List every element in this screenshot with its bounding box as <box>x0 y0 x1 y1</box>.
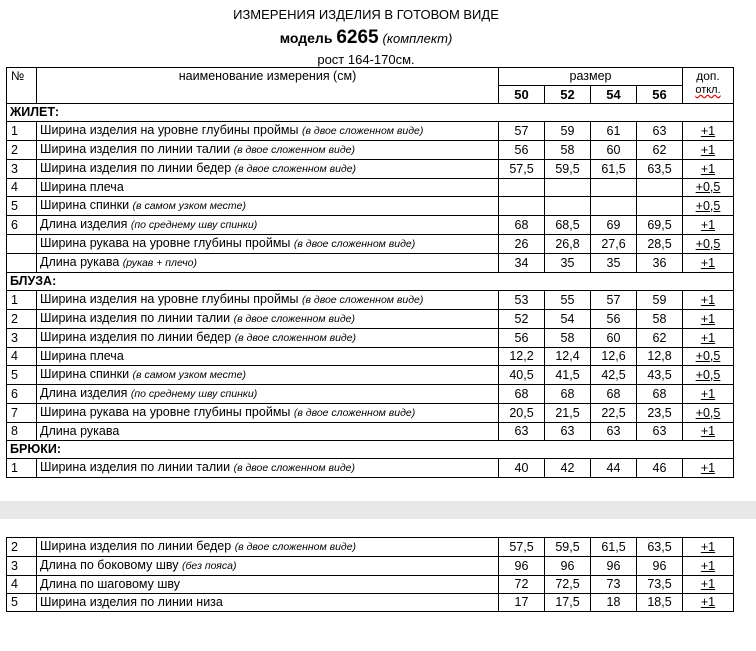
measurement-name <box>37 423 499 441</box>
tolerance-value: +1 <box>683 254 734 273</box>
table-row <box>7 160 734 179</box>
table-row <box>7 594 734 612</box>
measurement-note: (в двое сложенном виде) <box>234 163 357 175</box>
row-number: 5 <box>7 594 37 612</box>
value-size-50: 72 <box>499 576 545 594</box>
value-size-52: 59,5 <box>545 160 591 179</box>
measurement-label: Ширина изделия на уровне глубины проймы <box>40 123 299 137</box>
value-size-52: 42 <box>545 459 591 478</box>
value-size-52: 72,5 <box>545 576 591 594</box>
section-header-row <box>7 441 734 459</box>
measurement-label: Длина рукава <box>40 255 120 269</box>
row-number: 1 <box>7 459 37 478</box>
measurement-note: (в двое сложенном виде) <box>293 407 416 419</box>
column-header-name: наименование измерения (см) <box>37 68 499 104</box>
measurement-label: Ширина рукава на уровне глубины проймы <box>40 236 291 250</box>
measurement-label: Длина рукава <box>40 424 120 438</box>
tolerance-value: +1 <box>683 557 734 576</box>
measurement-label: Ширина рукава на уровне глубины проймы <box>40 405 291 419</box>
measurement-name <box>37 594 499 612</box>
value-size-56: 23,5 <box>637 404 683 423</box>
row-number: 2 <box>7 538 37 557</box>
value-size-56: 28,5 <box>637 235 683 254</box>
measurement-label: Ширина плеча <box>40 349 124 363</box>
value-size-54: 63 <box>591 423 637 441</box>
value-size-52: 58 <box>545 329 591 348</box>
row-number <box>7 254 37 273</box>
value-size-50: 34 <box>499 254 545 273</box>
row-number: 3 <box>7 557 37 576</box>
value-size-56: 18,5 <box>637 594 683 612</box>
value-size-56: 62 <box>637 141 683 160</box>
value-size-52: 96 <box>545 557 591 576</box>
value-size-52: 12,4 <box>545 348 591 366</box>
measurement-note: (в двое сложенном виде) <box>233 313 355 325</box>
value-size-54: 56 <box>591 310 637 329</box>
value-size-52: 68 <box>545 385 591 404</box>
tolerance-value: +0,5 <box>683 366 734 385</box>
value-size-54: 27,6 <box>591 235 637 254</box>
value-size-56: 58 <box>637 310 683 329</box>
measurement-name <box>37 160 499 179</box>
measurement-name <box>37 216 499 235</box>
row-number: 3 <box>7 160 37 179</box>
column-header-tolerance <box>683 68 734 104</box>
value-size-56: 36 <box>637 254 683 273</box>
measurement-name <box>37 310 499 329</box>
row-number: 2 <box>7 141 37 160</box>
value-size-54 <box>591 179 637 197</box>
value-size-54 <box>591 197 637 216</box>
table-row <box>7 179 734 197</box>
value-size-56: 62 <box>637 329 683 348</box>
measurement-label: Длина изделия <box>40 217 128 231</box>
size-50-header: 50 <box>499 86 545 104</box>
measurement-name <box>37 254 499 273</box>
value-size-56: 69,5 <box>637 216 683 235</box>
value-size-50: 26 <box>499 235 545 254</box>
measurement-label: Длина по боковому шву <box>40 558 179 572</box>
measurement-label: Длина по шаговому шву <box>40 577 181 591</box>
tolerance-value: +1 <box>683 594 734 612</box>
tolerance-value: +1 <box>683 576 734 594</box>
value-size-52: 54 <box>545 310 591 329</box>
measurement-note: (в двое сложенном виде) <box>302 125 424 137</box>
value-size-56: 96 <box>637 557 683 576</box>
value-size-52 <box>545 197 591 216</box>
measurement-name <box>37 197 499 216</box>
value-size-54: 69 <box>591 216 637 235</box>
measurement-name <box>37 179 499 197</box>
table-row <box>7 348 734 366</box>
value-size-56: 59 <box>637 291 683 310</box>
table-row <box>7 235 734 254</box>
row-number: 6 <box>7 385 37 404</box>
measurement-label: Ширина плеча <box>40 180 124 194</box>
value-size-52: 58 <box>545 141 591 160</box>
value-size-50: 40 <box>499 459 545 478</box>
value-size-56: 46 <box>637 459 683 478</box>
value-size-52: 21,5 <box>545 404 591 423</box>
value-size-56: 73,5 <box>637 576 683 594</box>
table-row <box>7 216 734 235</box>
value-size-54: 35 <box>591 254 637 273</box>
value-size-50: 96 <box>499 557 545 576</box>
measurement-note: (в двое сложенном виде) <box>293 238 416 250</box>
size-56-header: 56 <box>637 86 683 104</box>
row-number: 6 <box>7 216 37 235</box>
measurement-label: Ширина изделия по линии бедер <box>40 330 232 344</box>
value-size-50: 63 <box>499 423 545 441</box>
size-52-header: 52 <box>545 86 591 104</box>
measurement-note: (в двое сложенном виде) <box>234 541 357 553</box>
table-row <box>7 197 734 216</box>
measurement-label: Ширина изделия по линии талии <box>40 311 231 325</box>
value-size-56: 12,8 <box>637 348 683 366</box>
value-size-56: 63 <box>637 122 683 141</box>
measurement-note: (в двое сложенном виде) <box>233 462 355 474</box>
value-size-54: 44 <box>591 459 637 478</box>
tolerance-value: +1 <box>683 423 734 441</box>
measurement-name <box>37 385 499 404</box>
tolerance-value: +0,5 <box>683 235 734 254</box>
measurement-name <box>37 404 499 423</box>
table-row <box>7 538 734 557</box>
value-size-56 <box>637 197 683 216</box>
value-size-56: 43,5 <box>637 366 683 385</box>
tolerance-value: +1 <box>683 141 734 160</box>
table-row <box>7 459 734 478</box>
row-number: 1 <box>7 291 37 310</box>
measurement-note: (в самом узком месте) <box>132 200 246 212</box>
value-size-50: 68 <box>499 385 545 404</box>
table-row <box>7 385 734 404</box>
tolerance-label-2: откл. <box>695 84 721 96</box>
row-number <box>7 235 37 254</box>
column-header-num: № <box>7 68 37 104</box>
table-row <box>7 366 734 385</box>
tolerance-value: +1 <box>683 538 734 557</box>
measurement-name <box>37 141 499 160</box>
table-row <box>7 329 734 348</box>
column-header-size: размер <box>499 68 683 86</box>
value-size-56: 63,5 <box>637 160 683 179</box>
value-size-54: 61,5 <box>591 160 637 179</box>
value-size-52: 55 <box>545 291 591 310</box>
measurement-note: (без пояса) <box>181 560 237 572</box>
value-size-56: 68 <box>637 385 683 404</box>
row-number: 4 <box>7 179 37 197</box>
tolerance-value: +0,5 <box>683 197 734 216</box>
model-prefix: модель <box>279 30 333 46</box>
measurement-label: Длина изделия <box>40 386 128 400</box>
measurement-label: Ширина изделия на уровне глубины проймы <box>40 292 299 306</box>
model-suffix: (комплект) <box>382 31 453 46</box>
section-title: БРЮКИ: <box>7 441 734 459</box>
value-size-50: 17 <box>499 594 545 612</box>
tolerance-value: +1 <box>683 459 734 478</box>
value-size-54: 42,5 <box>591 366 637 385</box>
table-row <box>7 291 734 310</box>
height-range: рост 164-170см. <box>317 52 415 67</box>
value-size-50: 57,5 <box>499 160 545 179</box>
value-size-54: 60 <box>591 329 637 348</box>
measurements-table <box>6 67 734 478</box>
tolerance-value: +0,5 <box>683 179 734 197</box>
table-row <box>7 404 734 423</box>
value-size-52: 35 <box>545 254 591 273</box>
section-header-row <box>7 273 734 291</box>
table-row <box>7 254 734 273</box>
measurement-label: Ширина изделия по линии талии <box>40 142 231 156</box>
measurement-name <box>37 538 499 557</box>
measurement-label: Ширина изделия по линии талии <box>40 460 231 474</box>
value-size-52: 41,5 <box>545 366 591 385</box>
value-size-54: 61,5 <box>591 538 637 557</box>
measurement-name <box>37 291 499 310</box>
row-number: 3 <box>7 329 37 348</box>
value-size-50: 57 <box>499 122 545 141</box>
table-row <box>7 310 734 329</box>
section-header-row <box>7 104 734 122</box>
value-size-56: 63,5 <box>637 538 683 557</box>
tolerance-value: +1 <box>683 122 734 141</box>
tolerance-value: +0,5 <box>683 348 734 366</box>
tolerance-value: +1 <box>683 385 734 404</box>
value-size-50: 56 <box>499 141 545 160</box>
measurement-note: (в двое сложенном виде) <box>302 294 424 306</box>
value-size-54: 68 <box>591 385 637 404</box>
measurement-name <box>37 576 499 594</box>
measurement-note: (рукав + плечо) <box>122 257 197 269</box>
table-row <box>7 141 734 160</box>
value-size-50: 68 <box>499 216 545 235</box>
measurement-name <box>37 366 499 385</box>
value-size-56 <box>637 179 683 197</box>
value-size-50: 52 <box>499 310 545 329</box>
table-row <box>7 122 734 141</box>
value-size-52: 63 <box>545 423 591 441</box>
value-size-52: 17,5 <box>545 594 591 612</box>
tolerance-label-1: доп. <box>696 69 720 83</box>
measurement-note: (по среднему шву спинки) <box>130 388 258 400</box>
size-54-header: 54 <box>591 86 637 104</box>
value-size-52: 59 <box>545 122 591 141</box>
measurement-name <box>37 459 499 478</box>
value-size-52 <box>545 179 591 197</box>
value-size-50: 57,5 <box>499 538 545 557</box>
value-size-56: 63 <box>637 423 683 441</box>
section-title: ЖИЛЕТ: <box>7 104 734 122</box>
measurement-note: (в двое сложенном виде) <box>234 332 357 344</box>
model-number: 6265 <box>336 27 379 48</box>
tolerance-value: +1 <box>683 310 734 329</box>
document-title: ИЗМЕРЕНИЯ ИЗДЕЛИЯ В ГОТОВОМ ВИДЕ <box>233 7 499 22</box>
measurements-table-continued <box>6 537 734 612</box>
measurement-name <box>37 329 499 348</box>
value-size-52: 68,5 <box>545 216 591 235</box>
row-number: 7 <box>7 404 37 423</box>
tolerance-value: +1 <box>683 329 734 348</box>
table-row <box>7 557 734 576</box>
value-size-54: 18 <box>591 594 637 612</box>
measurement-label: Ширина изделия по линии бедер <box>40 161 232 175</box>
measurement-name <box>37 557 499 576</box>
measurement-name <box>37 235 499 254</box>
value-size-50 <box>499 197 545 216</box>
table-row <box>7 576 734 594</box>
measurement-note: (по среднему шву спинки) <box>130 219 258 231</box>
measurement-label: Ширина спинки <box>40 198 130 212</box>
page-break-gap <box>0 501 756 519</box>
row-number: 5 <box>7 197 37 216</box>
tolerance-value: +1 <box>683 291 734 310</box>
measurement-note: (в двое сложенном виде) <box>233 144 355 156</box>
table-row <box>7 423 734 441</box>
value-size-50: 20,5 <box>499 404 545 423</box>
value-size-50: 12,2 <box>499 348 545 366</box>
tolerance-value: +1 <box>683 160 734 179</box>
value-size-50: 53 <box>499 291 545 310</box>
measurement-label: Ширина изделия по линии низа <box>40 595 223 609</box>
measurement-name <box>37 122 499 141</box>
value-size-54: 73 <box>591 576 637 594</box>
tolerance-value: +1 <box>683 216 734 235</box>
row-number: 8 <box>7 423 37 441</box>
row-number: 4 <box>7 576 37 594</box>
value-size-52: 59,5 <box>545 538 591 557</box>
value-size-50: 40,5 <box>499 366 545 385</box>
value-size-54: 61 <box>591 122 637 141</box>
value-size-50 <box>499 179 545 197</box>
value-size-54: 22,5 <box>591 404 637 423</box>
section-title: БЛУЗА: <box>7 273 734 291</box>
measurement-label: Ширина изделия по линии бедер <box>40 539 232 553</box>
measurement-note: (в самом узком месте) <box>132 369 246 381</box>
tolerance-value: +0,5 <box>683 404 734 423</box>
measurement-label: Ширина спинки <box>40 367 130 381</box>
value-size-52: 26,8 <box>545 235 591 254</box>
model-line <box>0 27 732 49</box>
value-size-54: 96 <box>591 557 637 576</box>
value-size-54: 60 <box>591 141 637 160</box>
row-number: 1 <box>7 122 37 141</box>
value-size-50: 56 <box>499 329 545 348</box>
value-size-54: 12,6 <box>591 348 637 366</box>
value-size-54: 57 <box>591 291 637 310</box>
row-number: 4 <box>7 348 37 366</box>
measurement-name <box>37 348 499 366</box>
row-number: 5 <box>7 366 37 385</box>
row-number: 2 <box>7 310 37 329</box>
